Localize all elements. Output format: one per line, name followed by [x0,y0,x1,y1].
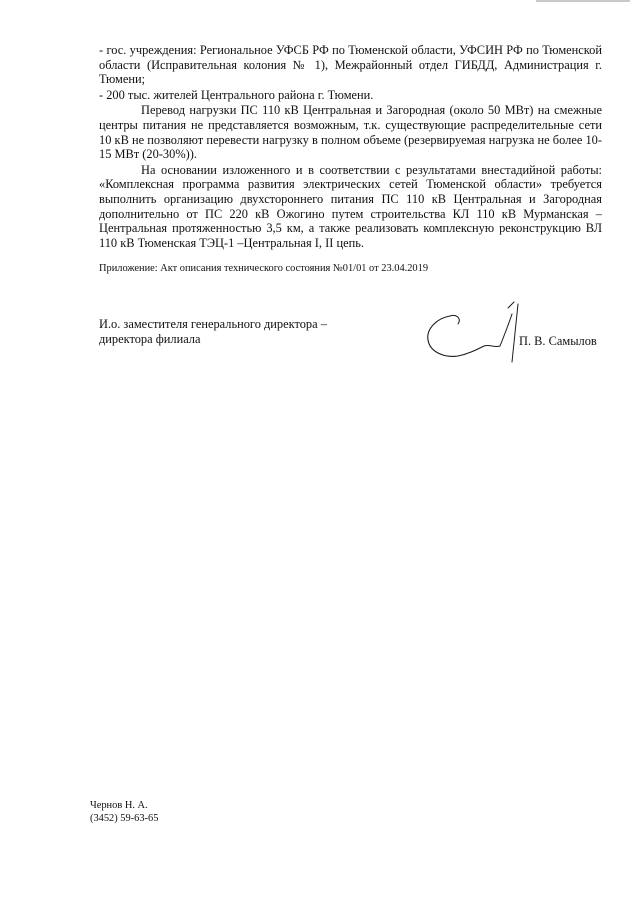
attachment-note: Приложение: Акт описания технического состояния №01/01 от 23.04.2019 [99,263,429,274]
page-corner-mark [536,0,630,2]
paragraph-conclusion: На основании изложенного и в соответствии с результатами внестадийной работы: «Комплексная программа развития электрических сетей Тюменской области» требуется выполнить организацию двухстороннего питания ПС 110 кВ Центральная и Загородная дополнительно от ПС 220 кВ Ожогино путем строительства КЛ 110 кВ Мурманская – Центральная протяженностью 3,5 км, а также реализовать комплексную реконструкцию ВЛ 110 кВ Тюменская ТЭЦ-1 –Центральная I, II цепь. [99,162,602,250]
signer-title-line-2: директора филиала [99,332,201,346]
signer-title-line-1: И.о. заместителя генерального директора – [99,317,327,331]
executor-phone: (3452) 59-63-65 [90,812,159,824]
letter-body [99,43,602,250]
executor-name: Чернов Н. А. [90,800,148,811]
paragraph-residents: - 200 тыс. жителей Центрального района г. Тюмени. [99,87,374,102]
handwritten-signature [420,300,530,370]
executor-block [90,800,158,825]
signer-title [99,317,327,347]
paragraph-institutions: - гос. учреждения: Региональное УФСБ РФ по Тюменской области, УФСИН РФ по Тюменской области (Исправительная колония № 1), Межрайонный отдел ГИБДД, Администрация г. Тюмени; [99,43,602,87]
signer-name: П. В. Самылов [519,334,597,348]
paragraph-load-transfer: Перевод нагрузки ПС 110 кВ Центральная и Загородная (около 50 МВт) на смежные центры питания не представляется возможным, т.к. существующие распределительные сети 10 кВ не позволяют перевести нагрузку в полном объеме (резервируемая нагрузка не более 10-15 МВт (20-30%)). [99,103,602,162]
